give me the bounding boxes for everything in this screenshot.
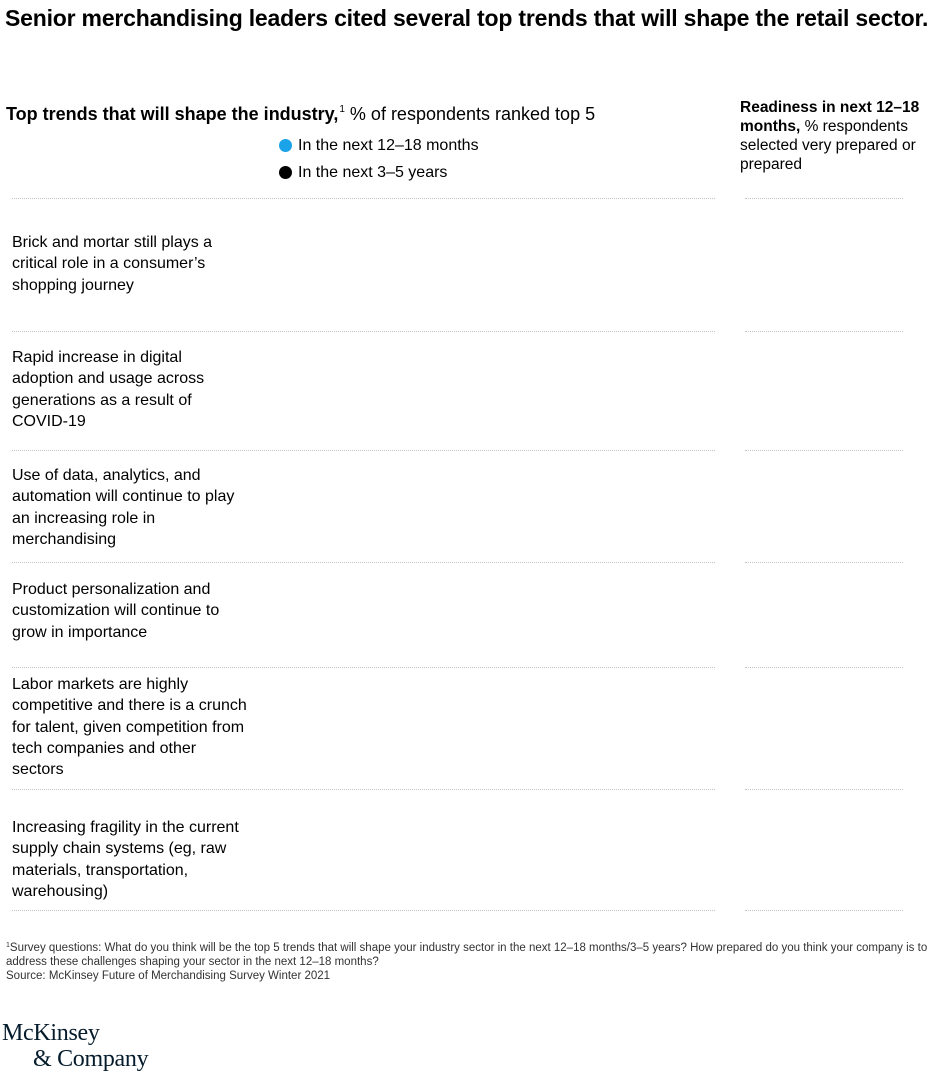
row-label-brick-and-mortar: Brick and mortar still plays a critical role in a consumer’s shopping journey: [12, 234, 213, 294]
legend-label-12-18-months: In the next 12–18 months: [298, 137, 479, 154]
row-divider: [12, 331, 715, 332]
row-divider: [12, 667, 715, 668]
row-divider: [12, 562, 715, 563]
row-divider: [12, 789, 715, 790]
readiness-heading-bold: Readiness in next 12–18 months,: [740, 99, 920, 135]
readiness-row-divider: [745, 789, 903, 790]
footnote-text: Survey questions: What do you think will be the top 5 trends that will shape your industry sector in the next 12–18 months/3–5 years? How prepared do you think your company is to address these challenges shaping your sector in the next 12–18 months?: [6, 942, 928, 968]
footnote: [6, 939, 941, 983]
row-label-personalization: Product personalization and customization will continue to grow in importance: [12, 581, 220, 641]
legend-item-3-5-years: [279, 159, 479, 186]
legend-dot-3-5-years: [279, 166, 292, 179]
row-divider: [12, 450, 715, 451]
footnote-marker: 1: [339, 104, 345, 115]
trends-panel-heading: [6, 97, 706, 127]
source-text: Source: McKinsey Future of Merchandising Survey Winter 2021: [6, 970, 331, 982]
legend-label-3-5-years: In the next 3–5 years: [298, 164, 448, 181]
readiness-row-divider: [745, 198, 903, 199]
readiness-heading: [740, 98, 940, 174]
row-label-labor-markets: Labor markets are highly competitive and there is a crunch for talent, given competition from tech companies and other sectors: [12, 676, 247, 779]
trends-heading-bold: Top trends that will shape the industry,: [6, 104, 339, 124]
readiness-row-divider: [745, 910, 903, 911]
logo-line-1: McKinsey: [2, 1020, 100, 1046]
legend-dot-12-18-months: [279, 139, 292, 152]
row-label-digital-adoption: Rapid increase in digital adoption and usage across generations as a result of COVID-19: [12, 349, 205, 430]
chart-title: Senior merchandising leaders cited several top trends that will shape the retail sector.: [5, 5, 929, 31]
readiness-heading-unit: % respondents selected very prepared or prepared: [740, 118, 916, 173]
readiness-row-divider: [745, 562, 903, 563]
readiness-row-divider: [745, 450, 903, 451]
readiness-row-divider: [745, 331, 903, 332]
footnote-sup: 1: [6, 942, 10, 949]
row-label-supply-chain: Increasing fragility in the current supply chain systems (eg, raw materials, transportation, warehousing): [12, 819, 239, 900]
row-label-data-analytics: Use of data, analytics, and automation will continue to play an increasing role in merchandising: [12, 467, 235, 548]
trends-heading-unit: % of respondents ranked top 5: [344, 104, 596, 124]
readiness-row-divider: [745, 667, 903, 668]
footnote-text-block: [6, 939, 941, 969]
legend: [279, 132, 479, 186]
legend-item-12-18-months: [279, 132, 479, 159]
logo-line-2: & Company: [33, 1046, 149, 1072]
mckinsey-logo: [2, 1020, 148, 1072]
row-divider: [12, 198, 715, 199]
row-divider: [12, 910, 715, 911]
